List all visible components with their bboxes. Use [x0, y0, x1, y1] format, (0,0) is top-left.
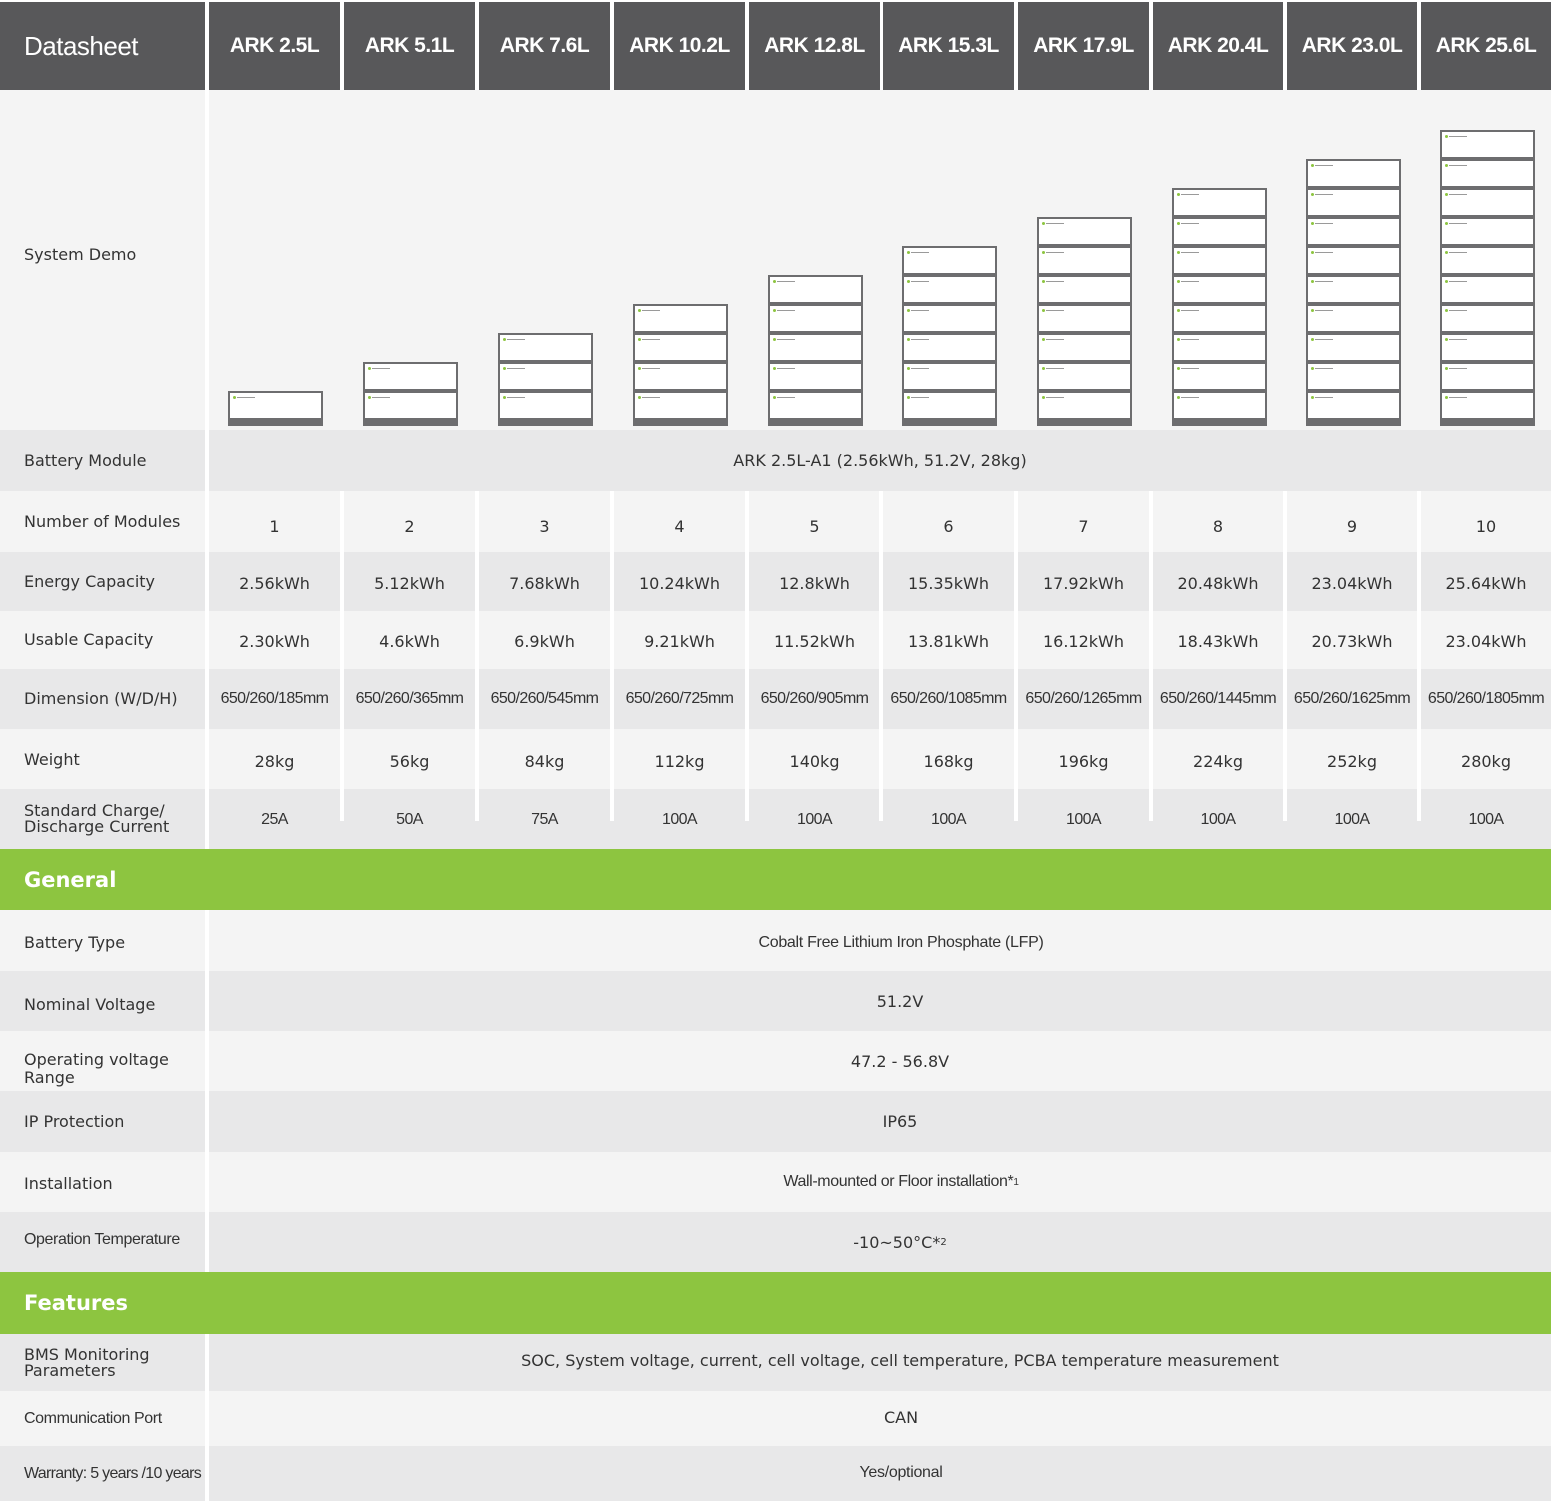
value-usable-capacity: 6.9kWh: [514, 631, 575, 651]
brand-logo-icon: [773, 280, 795, 283]
brand-logo-icon: [233, 396, 255, 399]
label-system-demo: System Demo: [24, 245, 137, 264]
header-model-8: ARK 20.4L: [1153, 2, 1283, 90]
value-dimension: 650/260/545mm: [490, 690, 599, 707]
label-battery-module: Battery Module: [24, 450, 147, 470]
label-number-of-modules: Number of Modules: [24, 511, 181, 531]
brand-logo-icon: [907, 396, 929, 399]
label-weight: Weight: [24, 750, 80, 769]
battery-module-unit: [1037, 304, 1132, 333]
label-nominal-voltage: Nominal Voltage: [24, 995, 156, 1014]
battery-module-unit: [1306, 333, 1401, 362]
value-current: 100A: [931, 811, 966, 828]
battery-module-unit: [498, 333, 593, 362]
battery-module-unit: [1306, 159, 1401, 188]
value-modules: 7: [1078, 516, 1089, 536]
value-operation-temperature-text: -10~50°C*: [853, 1232, 941, 1252]
label-usable-capacity: Usable Capacity: [24, 630, 154, 649]
battery-module-unit: [633, 391, 728, 420]
value-usable-capacity: 13.81kWh: [907, 631, 990, 651]
battery-module-unit: [902, 391, 997, 420]
battery-module-unit: [902, 246, 997, 275]
brand-logo-icon: [1177, 338, 1199, 341]
battery-module-unit: [1306, 275, 1401, 304]
value-energy-capacity: 15.35kWh: [907, 573, 990, 593]
battery-module-unit: [1172, 362, 1267, 391]
battery-module-unit: [1440, 188, 1535, 217]
value-bms: SOC, System voltage, current, cell voltage, cell temperature, PCBA temperature measurement: [521, 1350, 1279, 1370]
brand-logo-icon: [1445, 280, 1467, 283]
battery-module-unit: [363, 391, 458, 420]
brand-logo-icon: [1445, 251, 1467, 254]
header-model-9: ARK 23.0L: [1287, 2, 1417, 90]
header-title: Datasheet: [0, 2, 205, 90]
value-energy-capacity: 2.56kWh: [239, 573, 310, 593]
battery-module-unit: [1440, 362, 1535, 391]
battery-module-unit: [1440, 304, 1535, 333]
battery-module-unit: [633, 304, 728, 333]
header-model-3: ARK 7.6L: [479, 2, 610, 90]
battery-module-unit: [228, 391, 323, 420]
battery-module-unit: [768, 362, 863, 391]
value-battery-type: Cobalt Free Lithium Iron Phosphate (LFP): [758, 934, 1044, 951]
battery-module-unit: [768, 333, 863, 362]
value-dimension: 650/260/1085mm: [890, 690, 1007, 707]
battery-module-unit: [768, 391, 863, 420]
brand-logo-icon: [1311, 396, 1333, 399]
value-installation: [209, 1152, 1551, 1212]
value-warranty: Yes/optional: [859, 1463, 943, 1481]
brand-logo-icon: [907, 367, 929, 370]
value-modules: 5: [809, 516, 820, 536]
label-bms: [0, 1334, 205, 1391]
brand-logo-icon: [368, 367, 390, 370]
brand-logo-icon: [1177, 309, 1199, 312]
battery-stack-base: [768, 420, 863, 426]
value-usable-capacity: 4.6kWh: [379, 631, 440, 651]
battery-module-unit: [1306, 362, 1401, 391]
value-energy-capacity: 23.04kWh: [1311, 573, 1393, 593]
brand-logo-icon: [1311, 251, 1333, 254]
value-weight: 224kg: [1193, 751, 1243, 771]
value-weight: 196kg: [1058, 751, 1109, 771]
battery-module-unit: [1440, 130, 1535, 159]
brand-logo-icon: [1445, 338, 1467, 341]
value-current: 50A: [396, 811, 423, 828]
battery-module-unit: [498, 391, 593, 420]
brand-logo-icon: [1311, 309, 1333, 312]
value-usable-capacity: 18.43kWh: [1177, 631, 1259, 651]
brand-logo-icon: [503, 396, 525, 399]
brand-logo-icon: [907, 280, 929, 283]
brand-logo-icon: [907, 338, 929, 341]
battery-module-unit: [902, 275, 997, 304]
value-energy-capacity: 25.64kWh: [1445, 573, 1527, 593]
brand-logo-icon: [773, 396, 795, 399]
section-features: Features: [0, 1272, 1551, 1334]
brand-logo-icon: [773, 338, 795, 341]
brand-logo-icon: [1445, 367, 1467, 370]
brand-logo-icon: [638, 396, 660, 399]
brand-logo-icon: [1042, 338, 1064, 341]
battery-module-unit: [1037, 333, 1132, 362]
battery-stack-base: [1440, 420, 1535, 426]
brand-logo-icon: [638, 338, 660, 341]
value-current: 100A: [1066, 811, 1101, 828]
value-modules: 1: [269, 516, 280, 536]
header-model-6: ARK 15.3L: [883, 2, 1014, 90]
battery-module-unit: [1172, 188, 1267, 217]
brand-logo-icon: [1177, 193, 1199, 196]
label-energy-capacity: Energy Capacity: [24, 571, 156, 591]
header-model-1: ARK 2.5L: [209, 2, 340, 90]
value-battery-module: ARK 2.5L-A1 (2.56kWh, 51.2V, 28kg): [733, 451, 1027, 470]
label-ip-protection: IP Protection: [24, 1111, 125, 1131]
value-dimension: 650/260/905mm: [760, 690, 869, 707]
value-weight: 84kg: [524, 751, 565, 771]
label-installation: Installation: [24, 1174, 113, 1193]
label-charge-current-line2: Discharge Current: [24, 817, 170, 836]
battery-module-unit: [1172, 246, 1267, 275]
value-energy-capacity: 17.92kWh: [1042, 573, 1125, 593]
battery-module-unit: [1306, 188, 1401, 217]
battery-module-unit: [1172, 333, 1267, 362]
value-usable-capacity: 2.30kWh: [239, 631, 310, 651]
value-modules: 10: [1475, 516, 1497, 536]
value-usable-capacity: 23.04kWh: [1445, 631, 1527, 651]
brand-logo-icon: [907, 251, 929, 254]
brand-logo-icon: [1311, 280, 1333, 283]
brand-logo-icon: [1311, 164, 1333, 167]
header-model-2: ARK 5.1L: [344, 2, 475, 90]
value-usable-capacity: 20.73kWh: [1311, 631, 1393, 651]
brand-logo-icon: [1445, 193, 1467, 196]
value-installation-text: Wall-mounted or Floor installation*: [783, 1173, 1014, 1190]
battery-stack-base: [633, 420, 728, 426]
value-weight: 56kg: [389, 751, 430, 771]
battery-stack-base: [363, 420, 458, 426]
brand-logo-icon: [1042, 222, 1064, 225]
header-model-4: ARK 10.2L: [614, 2, 745, 90]
battery-stack-base: [228, 420, 323, 426]
value-energy-capacity: 5.12kWh: [374, 573, 445, 593]
battery-module-unit: [1440, 333, 1535, 362]
brand-logo-icon: [1042, 367, 1064, 370]
value-weight: 28kg: [254, 751, 295, 771]
battery-module-unit: [1440, 275, 1535, 304]
value-energy-capacity: 12.8kWh: [779, 573, 850, 593]
value-current: 100A: [1334, 811, 1370, 828]
label-bms-line1: BMS Monitoring: [24, 1344, 150, 1364]
value-current: 100A: [1200, 811, 1236, 828]
battery-module-unit: [902, 362, 997, 391]
label-dimension: Dimension (W/D/H): [24, 689, 178, 708]
battery-module-unit: [1306, 217, 1401, 246]
brand-logo-icon: [503, 338, 525, 341]
value-operation-temperature: [209, 1212, 1551, 1272]
brand-logo-icon: [1311, 193, 1333, 196]
label-warranty: Warranty: 5 years /10 years: [24, 1464, 202, 1482]
battery-module-unit: [1440, 217, 1535, 246]
brand-logo-icon: [773, 367, 795, 370]
value-dimension: 650/260/365mm: [355, 690, 464, 707]
value-nominal-voltage: 51.2V: [876, 991, 924, 1011]
battery-stack-base: [902, 420, 997, 426]
battery-module-unit: [1037, 391, 1132, 420]
value-weight: 252kg: [1327, 751, 1377, 771]
brand-logo-icon: [1177, 367, 1199, 370]
brand-logo-icon: [1445, 222, 1467, 225]
value-modules: 4: [674, 516, 685, 536]
battery-module-unit: [1306, 246, 1401, 275]
brand-logo-icon: [907, 309, 929, 312]
battery-module-unit: [1172, 217, 1267, 246]
value-modules: 8: [1212, 516, 1224, 536]
brand-logo-icon: [368, 396, 390, 399]
label-battery-type: Battery Type: [24, 933, 126, 952]
battery-module-unit: [1306, 391, 1401, 420]
battery-stack-base: [1037, 420, 1132, 426]
battery-module-unit: [768, 304, 863, 333]
brand-logo-icon: [1042, 309, 1064, 312]
brand-logo-icon: [1311, 367, 1333, 370]
footnote-2: 2: [940, 1236, 947, 1248]
value-dimension: 650/260/725mm: [625, 690, 734, 707]
label-charge-current: [0, 789, 205, 849]
label-operating-range-line1: Operating voltage: [24, 1050, 169, 1069]
battery-module-unit: [768, 275, 863, 304]
battery-module-unit: [498, 362, 593, 391]
value-current: 75A: [531, 811, 558, 828]
value-weight: 280kg: [1461, 751, 1511, 771]
value-weight: 168kg: [923, 751, 974, 771]
label-operating-range-line2: Range: [24, 1068, 75, 1087]
value-current: 100A: [662, 811, 697, 828]
brand-logo-icon: [638, 309, 660, 312]
brand-logo-icon: [1445, 164, 1467, 167]
value-energy-capacity: 20.48kWh: [1177, 573, 1259, 593]
value-modules: 9: [1346, 516, 1358, 536]
battery-module-unit: [363, 362, 458, 391]
battery-module-unit: [1172, 391, 1267, 420]
brand-logo-icon: [1042, 396, 1064, 399]
battery-module-unit: [1037, 275, 1132, 304]
value-dimension: 650/260/1625mm: [1293, 690, 1411, 707]
brand-logo-icon: [1311, 222, 1333, 225]
battery-module-unit: [1306, 304, 1401, 333]
brand-logo-icon: [1177, 280, 1199, 283]
battery-stack-base: [498, 420, 593, 426]
value-communication-port: CAN: [883, 1408, 919, 1427]
value-usable-capacity: 16.12kWh: [1042, 631, 1125, 651]
battery-stack-base: [1172, 420, 1267, 426]
brand-logo-icon: [1445, 135, 1467, 138]
battery-module-unit: [1037, 362, 1132, 391]
value-dimension: 650/260/185mm: [220, 690, 329, 707]
value-current: 100A: [797, 811, 832, 828]
value-current: 25A: [261, 811, 288, 828]
value-modules: 6: [943, 516, 954, 536]
brand-logo-icon: [638, 367, 660, 370]
value-modules: 3: [539, 516, 550, 536]
battery-module-unit: [633, 362, 728, 391]
battery-module-unit: [633, 333, 728, 362]
brand-logo-icon: [773, 309, 795, 312]
brand-logo-icon: [1177, 396, 1199, 399]
value-weight: 112kg: [654, 751, 705, 771]
battery-module-unit: [1440, 391, 1535, 420]
header-model-5: ARK 12.8L: [749, 2, 880, 90]
value-ip-protection: IP65: [882, 1112, 918, 1131]
brand-logo-icon: [1042, 280, 1064, 283]
value-dimension: 650/260/1445mm: [1159, 690, 1277, 707]
brand-logo-icon: [1177, 251, 1199, 254]
value-modules: 2: [404, 516, 415, 536]
header-model-7: ARK 17.9L: [1018, 2, 1149, 90]
section-general: General: [0, 849, 1551, 910]
battery-stack-base: [1306, 420, 1401, 426]
label-operation-temperature: Operation Temperature: [24, 1231, 180, 1248]
brand-logo-icon: [1311, 338, 1333, 341]
value-usable-capacity: 9.21kWh: [644, 631, 715, 651]
value-energy-capacity: 7.68kWh: [509, 573, 580, 593]
label-communication-port: Communication Port: [24, 1409, 162, 1427]
battery-module-unit: [902, 333, 997, 362]
battery-module-unit: [1037, 217, 1132, 246]
brand-logo-icon: [1042, 251, 1064, 254]
value-dimension: 650/260/1805mm: [1427, 690, 1545, 707]
battery-module-unit: [1440, 159, 1535, 188]
value-dimension: 650/260/1265mm: [1025, 690, 1142, 707]
header-model-10: ARK 25.6L: [1421, 2, 1551, 90]
battery-module-unit: [902, 304, 997, 333]
battery-module-unit: [1440, 246, 1535, 275]
value-weight: 140kg: [789, 751, 840, 771]
label-charge-current-line1: Standard Charge/: [24, 801, 165, 820]
value-energy-capacity: 10.24kWh: [638, 573, 721, 593]
battery-module-unit: [1037, 246, 1132, 275]
brand-logo-icon: [1445, 309, 1467, 312]
value-operating-range: 47.2 - 56.8V: [850, 1051, 950, 1071]
brand-logo-icon: [1177, 222, 1199, 225]
brand-logo-icon: [1445, 396, 1467, 399]
value-current: 100A: [1468, 811, 1504, 828]
battery-module-unit: [1172, 275, 1267, 304]
value-usable-capacity: 11.52kWh: [773, 631, 856, 651]
battery-module-unit: [1172, 304, 1267, 333]
brand-logo-icon: [503, 367, 525, 370]
footnote-1: 1: [1013, 1176, 1019, 1188]
label-bms-line2: Parameters: [24, 1360, 116, 1380]
